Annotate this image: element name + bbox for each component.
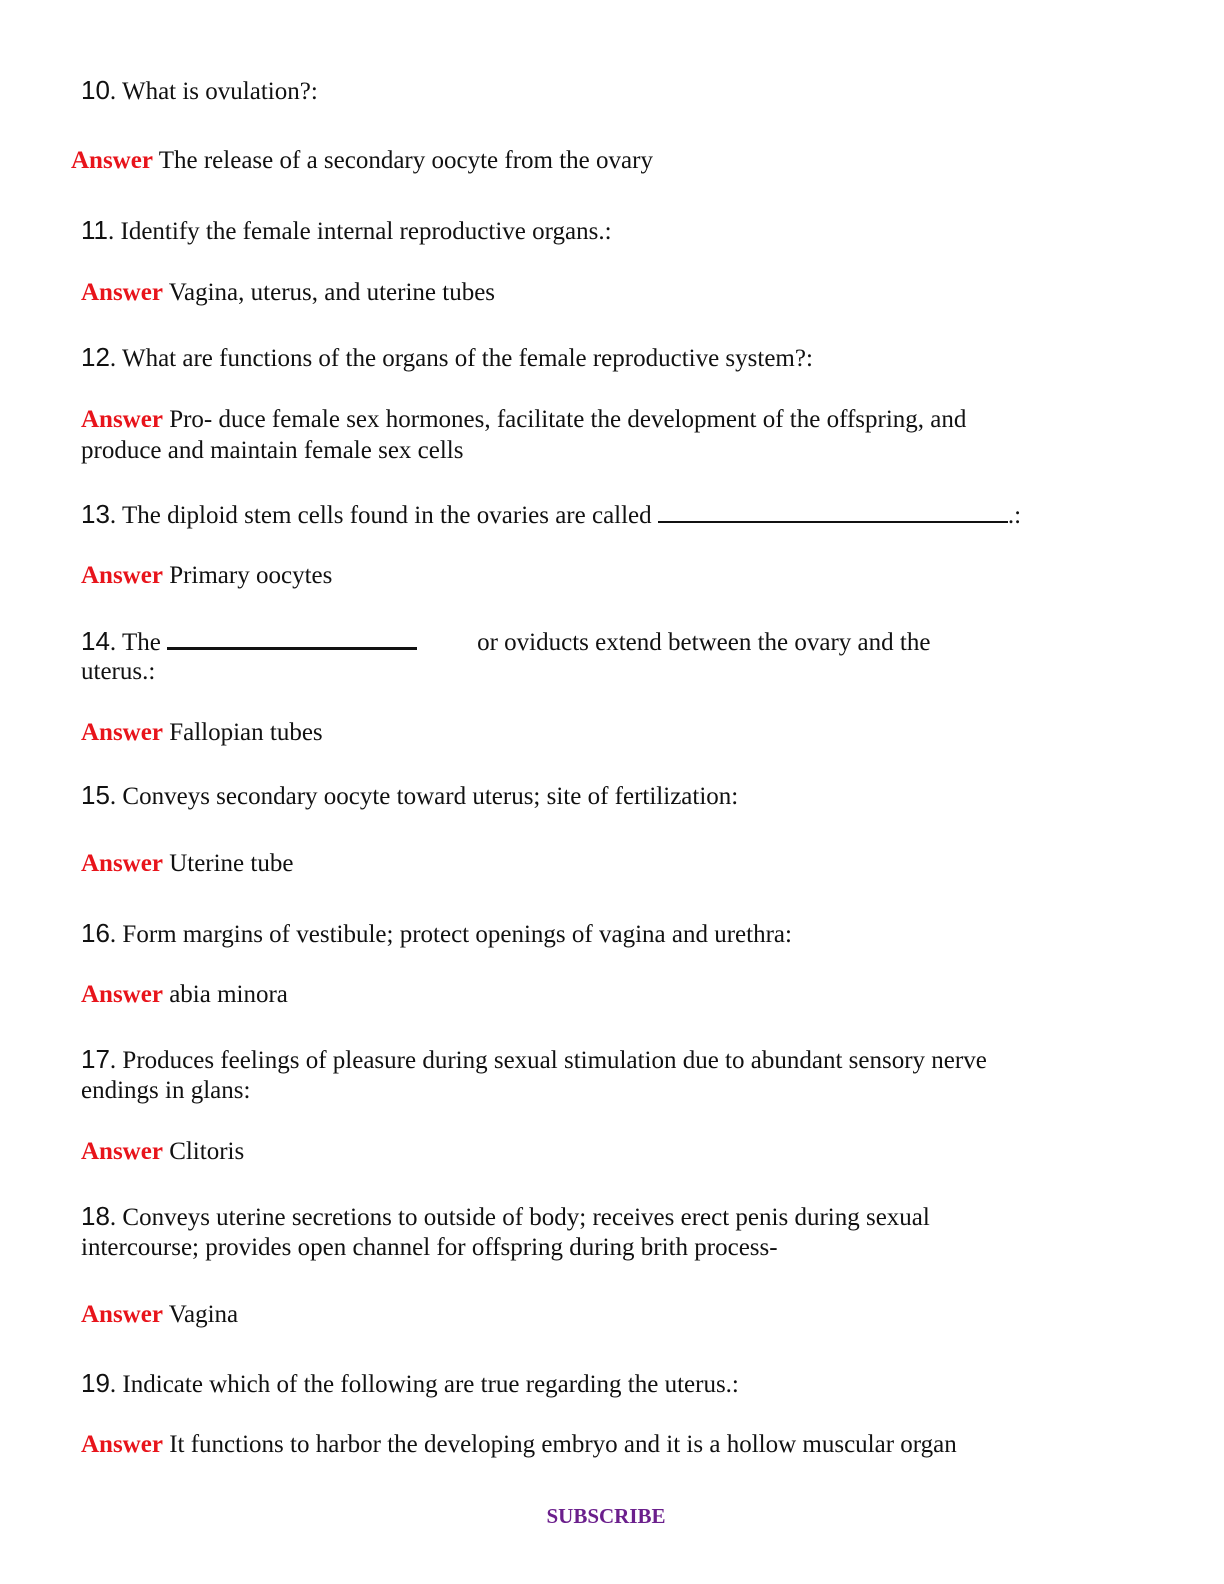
question-text: intercourse; provides open channel for offspring during brith process- [81,1234,778,1261]
answer-label: Answer [81,1138,163,1165]
question-text: . The [109,629,168,656]
question-15 [81,780,738,812]
answer-label: Answer [81,850,163,877]
answer-12-continued [81,435,463,466]
question-text: . Identify the female internal reproductive organs.: [108,218,612,245]
question-17-continued [81,1075,250,1106]
question-text: . What are functions of the organs of the female reproductive system?: [109,345,813,372]
question-number: 18 [81,1201,110,1231]
answer-text: The release of a secondary oocyte from the ovary [152,147,653,174]
question-text: . Produces feelings of pleasure during sexual stimulation due to abundant sensory nerve [109,1047,987,1074]
subscribe-link[interactable]: SUBSCRIBE [546,1504,666,1528]
question-number: 16 [81,918,110,948]
answer-label: Answer [81,1301,163,1328]
question-number: 14 [81,626,110,656]
question-number: 19 [81,1368,110,1398]
question-text: . Conveys uterine secretions to outside of body; receives erect penis during sexual [109,1204,930,1231]
question-text: . Indicate which of the following are true regarding the uterus.: [109,1371,739,1398]
question-17 [81,1044,987,1076]
question-18 [81,1201,930,1233]
question-text: endings in glans: [81,1077,251,1104]
question-number: 13 [81,499,110,529]
question-text-end: .: [1007,502,1022,529]
question-10 [81,75,318,107]
question-14 [81,626,930,658]
answer-17 [81,1136,244,1167]
answer-text: Vagina, uterus, and uterine tubes [162,279,496,306]
question-11 [81,215,612,247]
question-number: 17 [81,1044,110,1074]
question-text-mid: or oviducts extend between the ovary and the [477,629,931,656]
answer-label: Answer [81,981,163,1008]
answer-text: Uterine tube [162,850,294,877]
question-14-continued [81,656,155,687]
answer-text: Fallopian tubes [162,719,323,746]
answer-label: Answer [81,1431,163,1458]
answer-18 [81,1299,238,1330]
fill-in-blank [167,627,417,650]
answer-15 [81,848,293,879]
answer-label: Answer [81,279,163,306]
answer-label: Answer [81,719,163,746]
question-text: . What is ovulation?: [109,78,318,105]
question-number: 15 [81,780,110,810]
answer-text: Vagina [162,1301,239,1328]
question-12 [81,342,813,374]
answer-16 [81,979,288,1010]
question-13 [81,499,1021,531]
answer-19 [81,1429,957,1460]
answer-text: abia minora [162,981,288,1008]
question-number: 12 [81,342,110,372]
answer-text: Primary oocytes [162,562,333,589]
question-number: 11 [81,215,108,245]
question-text: . Form margins of vestibule; protect openings of vagina and urethra: [109,921,792,948]
answer-text: Clitoris [162,1138,245,1165]
question-text: . The diploid stem cells found in the ovaries are called [109,502,658,529]
answer-text: produce and maintain female sex cells [81,437,464,464]
answer-label: Answer [81,562,163,589]
answer-11 [81,277,495,308]
answer-12 [81,404,966,435]
question-18-continued [81,1232,778,1263]
answer-text: It functions to harbor the developing embryo and it is a hollow muscular organ [162,1431,957,1458]
question-16 [81,918,792,950]
question-19 [81,1368,739,1400]
answer-text: Pro- duce female sex hormones, facilitate the development of the offspring, and [162,406,967,433]
fill-in-blank [658,501,1008,523]
answer-label: Answer [81,406,163,433]
question-text: . Conveys secondary oocyte toward uterus; site of fertilization: [109,783,739,810]
question-number: 10 [81,75,110,105]
answer-10 [71,145,653,176]
answer-13 [81,560,332,591]
answer-label: Answer [71,147,153,174]
answer-14 [81,717,323,748]
question-text: uterus.: [81,658,156,685]
